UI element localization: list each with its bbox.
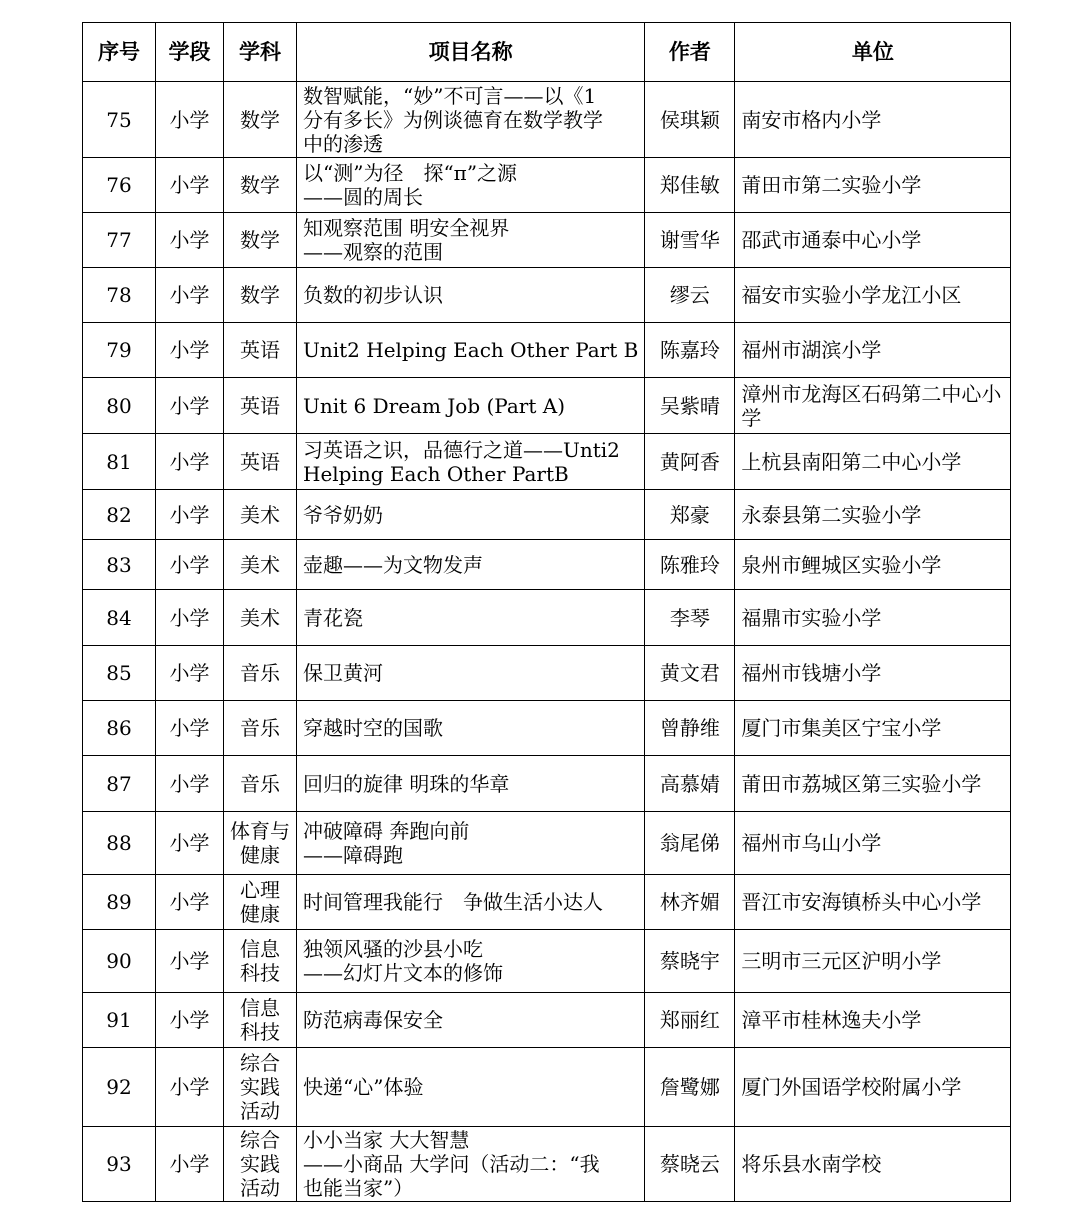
cell-project — [297, 1048, 645, 1127]
cell-project — [297, 756, 645, 812]
cell-stage: 小学 — [156, 82, 224, 158]
cell-unit: 福鼎市实验小学 — [735, 590, 1011, 646]
cell-project — [297, 323, 645, 378]
header-unit: 单位 — [735, 23, 1011, 82]
cell-unit: 福州市湖滨小学 — [735, 323, 1011, 378]
cell-author: 郑丽红 — [645, 993, 735, 1048]
cell-author: 高慕婧 — [645, 756, 735, 812]
cell-stage: 小学 — [156, 434, 224, 490]
cell-unit: 晋江市安海镇桥头中心小学 — [735, 875, 1011, 930]
cell-subject — [224, 993, 297, 1048]
table-row — [83, 812, 1011, 875]
cell-unit: 泉州市鲤城区实验小学 — [735, 540, 1011, 590]
subject-line: 美术 — [240, 605, 280, 630]
cell-project — [297, 82, 645, 158]
subject-line: 音乐 — [240, 661, 280, 685]
subject-line: 美术 — [240, 552, 280, 577]
project-list-table — [82, 22, 1011, 1202]
project-line: 时间管理我能行 争做生活小达人 — [303, 890, 603, 914]
cell-stage: 小学 — [156, 756, 224, 812]
subject-line: 数学 — [240, 107, 280, 132]
header-subject: 学科 — [224, 23, 297, 82]
cell-author: 林齐媚 — [645, 875, 735, 930]
table-row — [83, 930, 1011, 993]
cell-subject — [224, 646, 297, 701]
subject-line: 英语 — [240, 449, 280, 474]
cell-index: 81 — [83, 434, 156, 490]
cell-index: 77 — [83, 213, 156, 268]
cell-subject — [224, 540, 297, 590]
cell-author: 蔡晓宇 — [645, 930, 735, 993]
cell-author: 郑佳敏 — [645, 158, 735, 213]
project-line: 数智赋能，“妙”不可言——以《1 — [303, 83, 597, 108]
project-line: Helping Each Other PartB — [303, 461, 569, 486]
cell-project — [297, 590, 645, 646]
project-line: 穿越时空的国歌 — [303, 716, 443, 740]
cell-stage: 小学 — [156, 993, 224, 1048]
project-line: 以“测”为径 探“π”之源 — [303, 161, 518, 185]
cell-subject — [224, 158, 297, 213]
project-line: 知观察范围 明安全视界 — [303, 216, 510, 240]
subject-line: 信息 — [240, 937, 280, 961]
project-line: ——圆的周长 — [303, 185, 423, 209]
cell-index: 93 — [83, 1127, 156, 1202]
cell-index: 89 — [83, 875, 156, 930]
cell-subject — [224, 490, 297, 540]
cell-unit: 莆田市荔城区第三实验小学 — [735, 756, 1011, 812]
table-row — [83, 323, 1011, 378]
subject-line: 数学 — [240, 283, 280, 307]
cell-author: 李琴 — [645, 590, 735, 646]
table-row — [83, 875, 1011, 930]
cell-project — [297, 540, 645, 590]
header-row — [83, 23, 1011, 82]
subject-line: 英语 — [240, 338, 280, 362]
project-line: 快递“心”体验 — [303, 1075, 424, 1099]
cell-subject — [224, 812, 297, 875]
project-line: 分有多长》为例谈德育在数学教学 — [303, 107, 603, 132]
cell-project — [297, 875, 645, 930]
cell-subject — [224, 875, 297, 930]
cell-unit: 将乐县水南学校 — [735, 1127, 1011, 1202]
cell-unit: 邵武市通泰中心小学 — [735, 213, 1011, 268]
cell-unit: 漳州市龙海区石码第二中心小学 — [735, 378, 1011, 434]
cell-author: 曾静维 — [645, 701, 735, 756]
subject-line: 健康 — [240, 902, 280, 926]
cell-stage: 小学 — [156, 646, 224, 701]
table-row — [83, 646, 1011, 701]
cell-project — [297, 993, 645, 1048]
cell-index: 82 — [83, 490, 156, 540]
cell-stage: 小学 — [156, 875, 224, 930]
cell-project — [297, 646, 645, 701]
project-line: 也能当家”） — [303, 1176, 414, 1200]
subject-line: 美术 — [240, 502, 280, 527]
subject-line: 心理 — [240, 878, 280, 902]
project-line: ——观察的范围 — [303, 240, 443, 264]
table-row — [83, 701, 1011, 756]
cell-index: 76 — [83, 158, 156, 213]
cell-subject — [224, 323, 297, 378]
cell-index: 85 — [83, 646, 156, 701]
cell-author: 黄阿香 — [645, 434, 735, 490]
cell-author: 詹鹭娜 — [645, 1048, 735, 1127]
project-line: ——幻灯片文本的修饰 — [303, 961, 503, 985]
cell-unit: 上杭县南阳第二中心小学 — [735, 434, 1011, 490]
cell-project — [297, 268, 645, 323]
cell-index: 90 — [83, 930, 156, 993]
cell-subject — [224, 82, 297, 158]
project-line: Unit 6 Dream Job (Part A) — [303, 393, 565, 418]
cell-author: 缪云 — [645, 268, 735, 323]
cell-stage: 小学 — [156, 378, 224, 434]
cell-index: 91 — [83, 993, 156, 1048]
table-row — [83, 378, 1011, 434]
subject-line: 实践 — [240, 1075, 280, 1099]
subject-line: 英语 — [240, 393, 280, 418]
cell-project — [297, 378, 645, 434]
cell-project — [297, 213, 645, 268]
cell-author: 陈雅玲 — [645, 540, 735, 590]
cell-subject — [224, 268, 297, 323]
project-line: 保卫黄河 — [303, 661, 383, 685]
project-line: 中的渗透 — [303, 131, 383, 156]
cell-index: 80 — [83, 378, 156, 434]
project-line: ——障碍跑 — [303, 843, 403, 867]
cell-author: 黄文君 — [645, 646, 735, 701]
project-line: Unit2 Helping Each Other Part B — [303, 338, 639, 362]
table-row — [83, 268, 1011, 323]
cell-project — [297, 434, 645, 490]
cell-author: 翁尾俤 — [645, 812, 735, 875]
cell-stage: 小学 — [156, 490, 224, 540]
cell-index: 86 — [83, 701, 156, 756]
cell-stage: 小学 — [156, 158, 224, 213]
cell-index: 88 — [83, 812, 156, 875]
table-row — [83, 1048, 1011, 1127]
table-row — [83, 158, 1011, 213]
cell-stage: 小学 — [156, 540, 224, 590]
cell-stage: 小学 — [156, 930, 224, 993]
subject-line: 活动 — [240, 1099, 280, 1123]
cell-subject — [224, 378, 297, 434]
cell-index: 79 — [83, 323, 156, 378]
cell-unit: 福安市实验小学龙江小区 — [735, 268, 1011, 323]
cell-unit: 南安市格内小学 — [735, 82, 1011, 158]
cell-index: 83 — [83, 540, 156, 590]
cell-unit: 莆田市第二实验小学 — [735, 158, 1011, 213]
cell-unit: 三明市三元区沪明小学 — [735, 930, 1011, 993]
subject-line: 数学 — [240, 228, 280, 252]
cell-unit: 福州市钱塘小学 — [735, 646, 1011, 701]
cell-subject — [224, 1127, 297, 1202]
cell-stage: 小学 — [156, 812, 224, 875]
subject-line: 综合 — [240, 1128, 280, 1152]
cell-project — [297, 701, 645, 756]
cell-subject — [224, 213, 297, 268]
header-author: 作者 — [645, 23, 735, 82]
header-project: 项目名称 — [297, 23, 645, 82]
subject-line: 音乐 — [240, 716, 280, 740]
project-line: 小小当家 大大智慧 — [303, 1128, 470, 1152]
cell-author: 郑豪 — [645, 490, 735, 540]
cell-unit: 福州市乌山小学 — [735, 812, 1011, 875]
subject-line: 音乐 — [240, 771, 280, 796]
cell-project — [297, 930, 645, 993]
header-index: 序号 — [83, 23, 156, 82]
cell-subject — [224, 701, 297, 756]
cell-author: 陈嘉玲 — [645, 323, 735, 378]
project-line: 冲破障碍 奔跑向前 — [303, 819, 470, 843]
project-line: 青花瓷 — [303, 605, 363, 630]
cell-subject — [224, 590, 297, 646]
cell-author: 谢雪华 — [645, 213, 735, 268]
cell-stage: 小学 — [156, 701, 224, 756]
cell-subject — [224, 930, 297, 993]
cell-subject — [224, 1048, 297, 1127]
subject-line: 实践 — [240, 1152, 280, 1176]
cell-author: 侯琪颖 — [645, 82, 735, 158]
cell-stage: 小学 — [156, 213, 224, 268]
subject-line: 健康 — [240, 843, 280, 867]
table-row — [83, 590, 1011, 646]
cell-unit: 漳平市桂林逸夫小学 — [735, 993, 1011, 1048]
subject-line: 科技 — [240, 961, 280, 985]
cell-project — [297, 1127, 645, 1202]
project-line: 习英语之识，品德行之道——Unti2 — [303, 437, 620, 462]
cell-unit: 永泰县第二实验小学 — [735, 490, 1011, 540]
subject-line: 信息 — [240, 996, 280, 1020]
subject-line: 数学 — [240, 173, 280, 197]
cell-index: 84 — [83, 590, 156, 646]
subject-line: 综合 — [240, 1051, 280, 1075]
table-row — [83, 434, 1011, 490]
table-row — [83, 82, 1011, 158]
cell-unit: 厦门外国语学校附属小学 — [735, 1048, 1011, 1127]
subject-line: 活动 — [240, 1176, 280, 1200]
table-row — [83, 213, 1011, 268]
subject-line: 体育与 — [230, 819, 290, 843]
cell-index: 75 — [83, 82, 156, 158]
table-row — [83, 993, 1011, 1048]
cell-index: 78 — [83, 268, 156, 323]
cell-stage: 小学 — [156, 268, 224, 323]
cell-author: 吴紫晴 — [645, 378, 735, 434]
cell-stage: 小学 — [156, 1127, 224, 1202]
cell-subject — [224, 756, 297, 812]
cell-index: 92 — [83, 1048, 156, 1127]
table-row — [83, 756, 1011, 812]
table-row — [83, 1127, 1011, 1202]
subject-line: 科技 — [240, 1020, 280, 1044]
table-row — [83, 490, 1011, 540]
project-line: 负数的初步认识 — [303, 283, 443, 307]
cell-project — [297, 490, 645, 540]
table-body — [83, 82, 1011, 1202]
cell-stage: 小学 — [156, 590, 224, 646]
cell-author: 蔡晓云 — [645, 1127, 735, 1202]
cell-project — [297, 812, 645, 875]
cell-stage: 小学 — [156, 323, 224, 378]
project-line: 防范病毒保安全 — [303, 1008, 443, 1032]
cell-project — [297, 158, 645, 213]
cell-unit: 厦门市集美区宁宝小学 — [735, 701, 1011, 756]
header-stage: 学段 — [156, 23, 224, 82]
project-line: 爷爷奶奶 — [303, 502, 383, 527]
project-line: 壶趣——为文物发声 — [303, 552, 483, 577]
cell-stage: 小学 — [156, 1048, 224, 1127]
cell-subject — [224, 434, 297, 490]
project-line: ——小商品 大学问（活动二：“我 — [303, 1152, 600, 1176]
project-line: 回归的旋律 明珠的华章 — [303, 771, 510, 796]
cell-index: 87 — [83, 756, 156, 812]
project-line: 独领风骚的沙县小吃 — [303, 937, 483, 961]
table-row — [83, 540, 1011, 590]
